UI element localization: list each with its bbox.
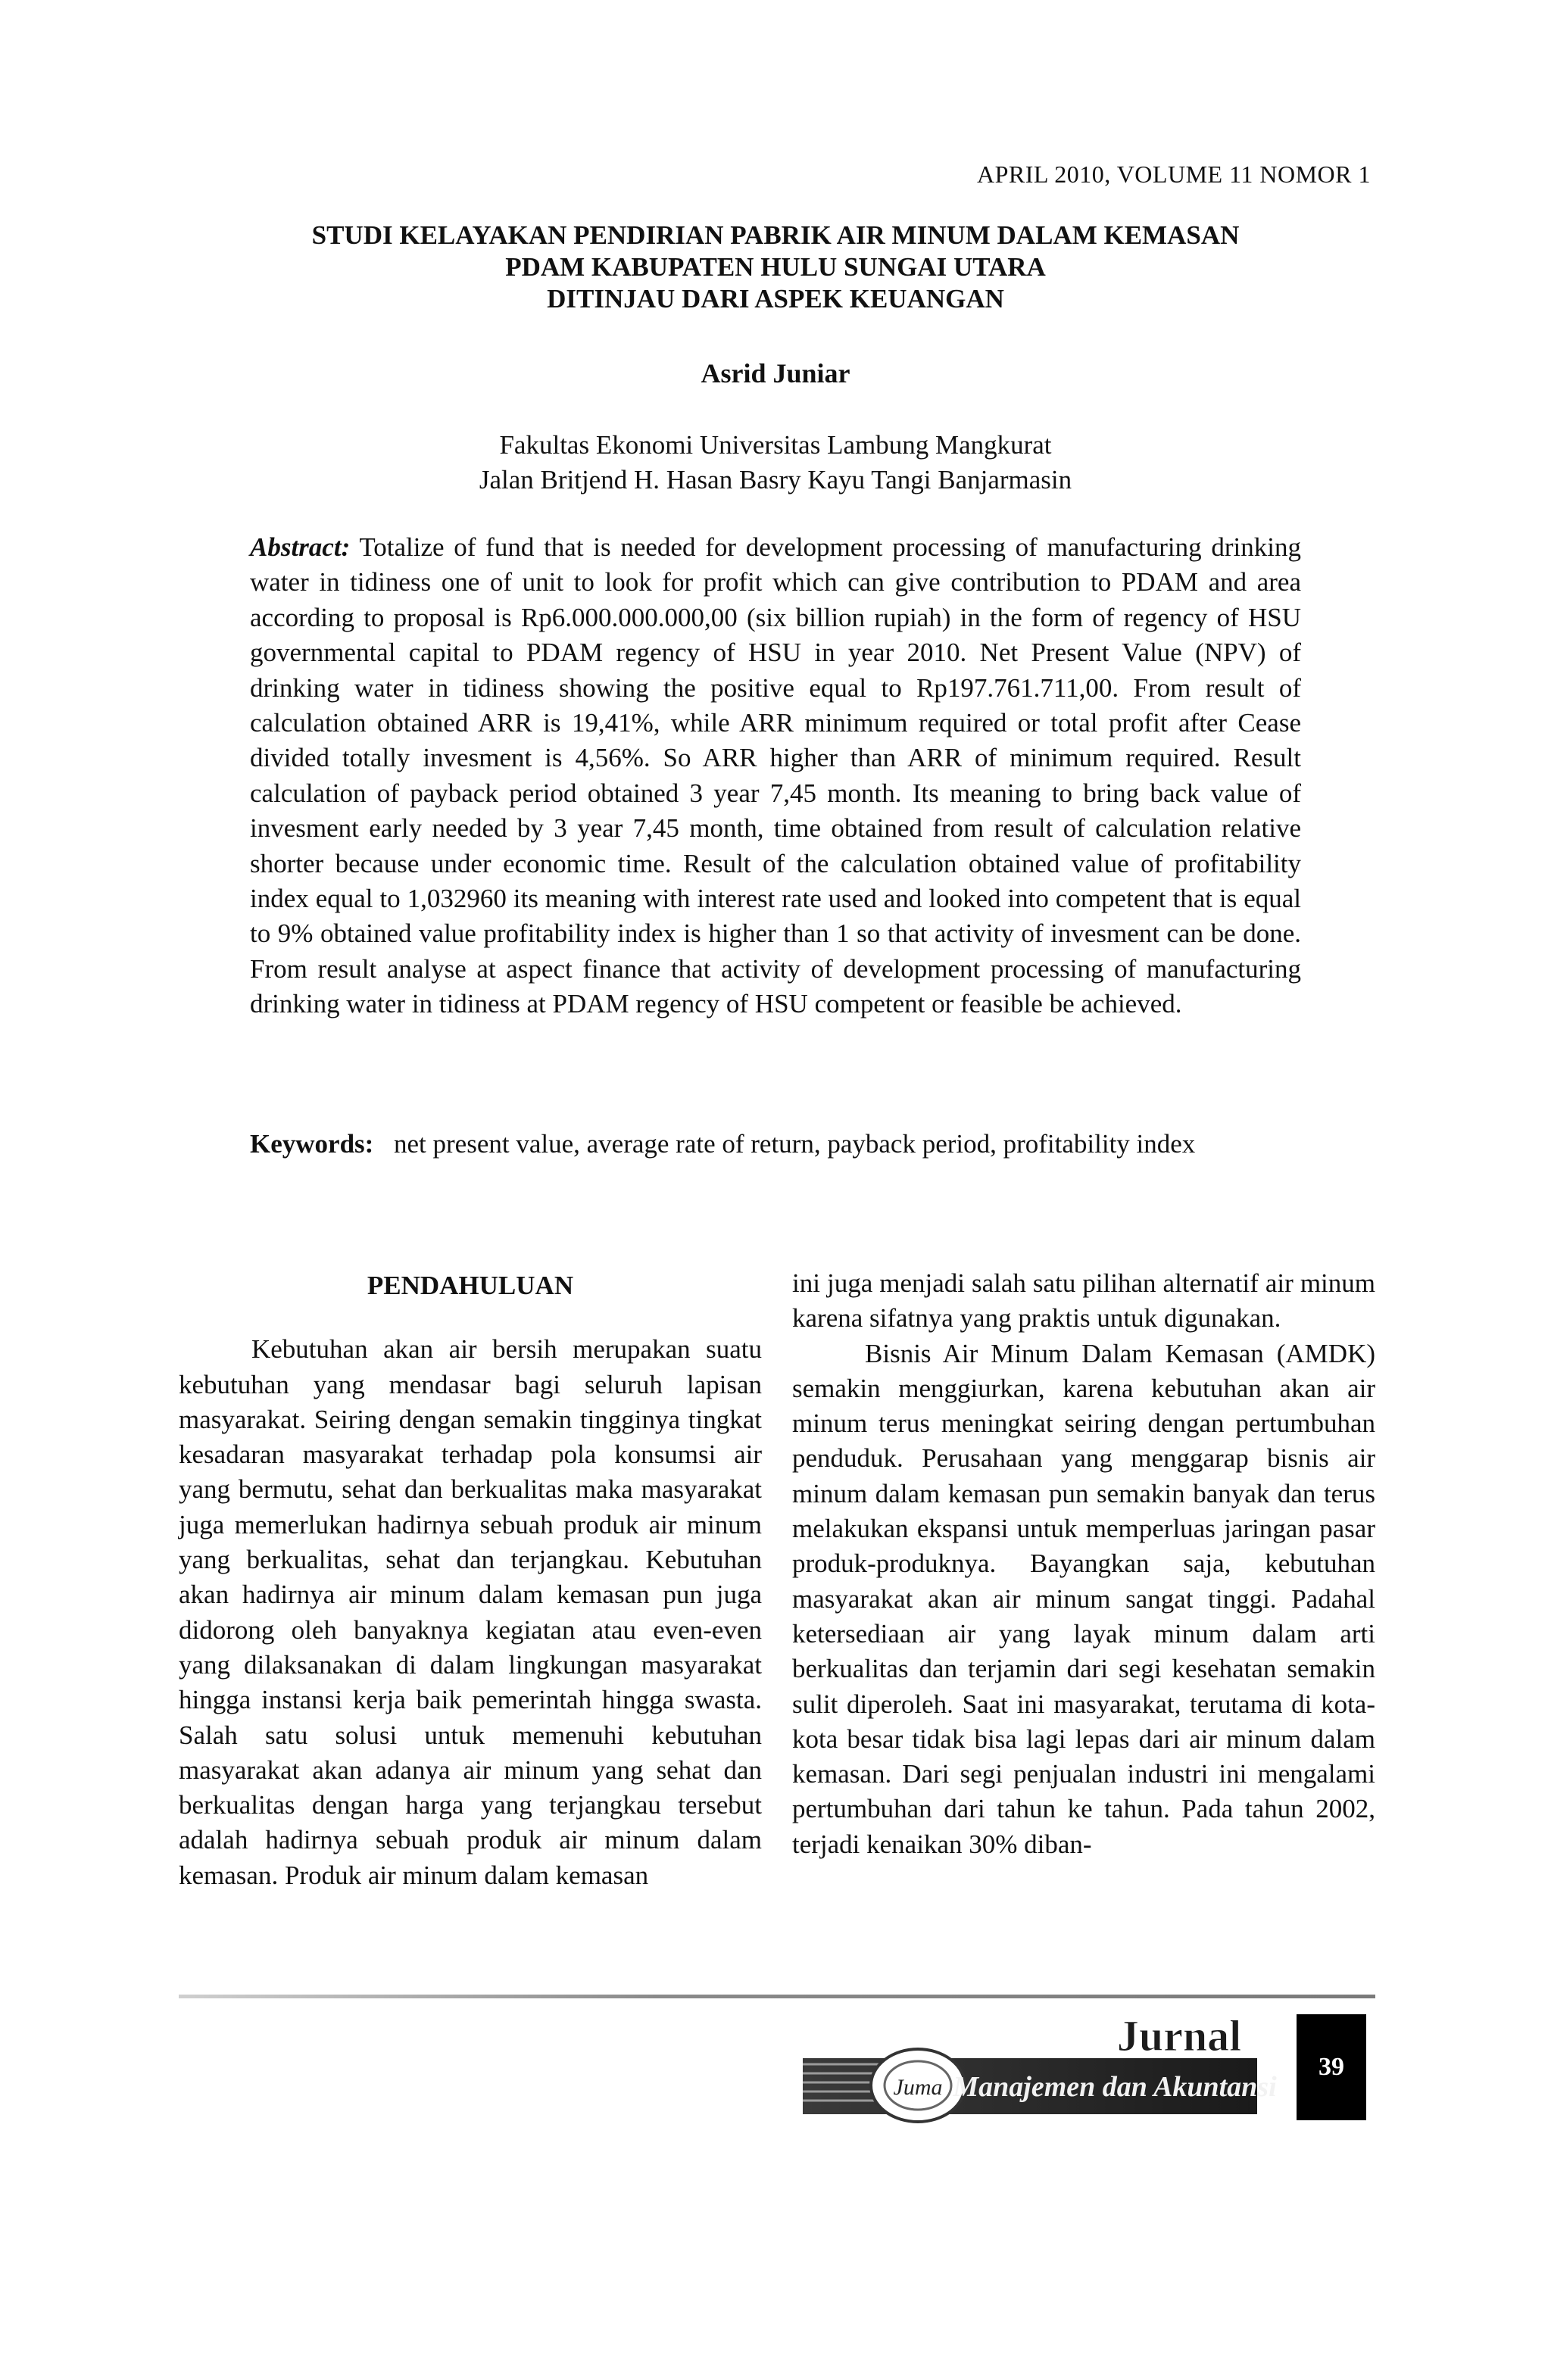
affiliation [0,428,1551,498]
keywords-label: Keywords: [250,1129,374,1159]
abstract-label: Abstract: [250,532,351,562]
right-column [792,1266,1375,1862]
body-paragraph: Bisnis Air Minum Dalam Kemasan (AMDK) semakin menggiurkan, karena kebutuhan akan air minum terus meningkat seiring dengan pertumbuhan penduduk. Perusahaan yang menggarap bisnis air minum dalam kemasan pun semakin banyak dan terus melakukan ekspansi untuk memperluas jaringan pasar produk-produknya. Bayangkan saja, kebutuhan masyarakat akan air minum sangat tinggi. Padahal ketersediaan air yang layak minum dalam arti berkualitas dan terjamin dari segi kesehatan semakin sulit diperoleh. Saat ini masyarakat, terutama di kota-kota besar tidak bisa lagi lepas dari air minum dalam kemasan. Dari segi penjualan industri ini mengalami pertumbuhan dari tahun ke tahun. Pada tahun 2002, terjadi kenaikan 30% diban- [792,1338,1375,1859]
emblem-text: Juma [893,2075,943,2100]
footer-divider [179,1995,1375,1998]
affiliation-line-1: Fakultas Ekonomi Universitas Lambung Mangkurat [499,430,1052,460]
issue-header: APRIL 2010, VOLUME 11 NOMOR 1 [977,161,1371,188]
abstract-text: Totalize of fund that is needed for development processing of manufacturing drinking water in tidiness one of unit to look for profit which can give contribution to PDAM and area according to proposal is Rp6.000.000.000,00 (six billion rupiah) in the form of regency of HSU governmental capital to PDAM regency of HSU in year 2010. Net Present Value (NPV) of drinking water in tidiness showing the positive equal to Rp197.761.711,00. From result of calculation obtained ARR is 19,41%, while ARR minimum required or total profit after Cease divided totally invesment is 4,56%. So ARR higher than ARR of minimum required. Result calculation of payback period obtained 3 year 7,45 month. Its meaning to bring back value of invesment early needed by 3 year 7,45 month, time obtained from result of calculation relative shorter because under economic time. Result of the calculation obtained value of profitability index equal to 1,032960 its meaning with interest rate used and looked into competent that is equal to 9% obtained value profitability index is higher than 1 so that activity of invesment can be done. From result analyse at aspect finance that activity of development processing of manufacturing drinking water in tidiness at PDAM regency of HSU competent or feasible be achieved. [250,532,1301,1019]
journal-title-word: Jurnal [1116,2011,1242,2060]
body-paragraph: Kebutuhan akan air bersih merupakan suatu kebutuhan yang mendasar bagi seluruh lapisan masyarakat. Seiring dengan semakin tingginya tingkat kesadaran masyarakat terhadap pola konsumsi air yang bermutu, sehat dan berkualitas maka masyarakat juga memerlukan hadirnya sebuah produk air minum yang berkualitas, sehat dan terjangkau. Kebutuhan akan hadirnya air minum dalam kemasan pun juga didorong oleh banyaknya kegiatan atau even-even yang dilaksanakan di dalam lingkungan masyarakat hingga instansi kerja baik pemerintah hingga swasta. Salah satu solusi untuk memenuhi kebutuhan masyarakat akan adanya air minum yang sehat dan berkualitas dengan harga yang terjangkau tersebut adalah hadirnya sebuah produk air minum dalam kemasan. Produk air minum dalam kemasan [179,1334,762,1890]
body-paragraph: ini juga menjadi salah satu pilihan alternatif air minum karena sifatnya yang praktis untuk digunakan. [792,1268,1375,1333]
journal-subtitle: Manajemen dan Akuntansi [953,2071,1277,2103]
page-number: 39 [1297,2014,1366,2120]
title-line-2: PDAM KABUPATEN HULU SUNGAI UTARA [505,252,1046,282]
keywords [250,1127,1301,1162]
journal-logo [797,2011,1281,2125]
title-line-3: DITINJAU DARI ASPEK KEUANGAN [547,284,1004,313]
paper-title [0,220,1551,315]
abstract [250,530,1301,1022]
author-name: Asrid Juniar [701,358,850,388]
keywords-text: net present value, average rate of return, payback period, profitability index [394,1129,1196,1159]
journal-emblem-icon [871,2049,965,2122]
title-line-1: STUDI KELAYAKAN PENDIRIAN PABRIK AIR MINUM DALAM KEMASAN [311,220,1240,250]
left-column [179,1261,762,1893]
affiliation-line-2: Jalan Britjend H. Hasan Basry Kayu Tangi Banjarmasin [479,465,1072,494]
section-heading: PENDAHULUAN [367,1271,574,1300]
